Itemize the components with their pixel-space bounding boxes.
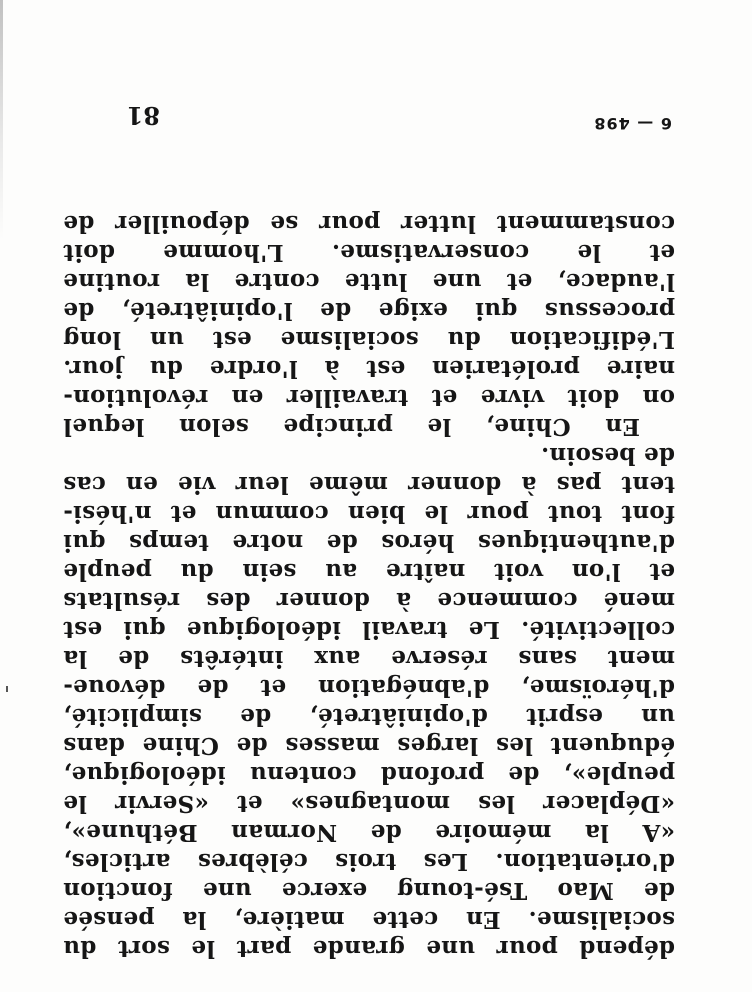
scan-speck	[6, 686, 8, 692]
text-line-11: ment sans réserve aux intérêts de la	[63, 645, 675, 672]
text-line-4: d'orientation. Les trois célèbres articles,	[63, 848, 675, 875]
page-number: 81	[126, 101, 160, 130]
text-line-19: En Chine, le principe selon lequel	[63, 413, 640, 440]
text-line-24: l'audace, et une lutte contre la routine	[63, 268, 675, 295]
text-line-12: collectivité. Le travail idéologique qui est	[63, 616, 675, 643]
text-line-10: d'héroïsme, d'abnégation et de dévoue-	[63, 674, 675, 701]
text-line-9: un esprit d'opiniâtreté, de simplicité,	[63, 703, 675, 730]
text-line-17: tent pas à donner même leur vie en cas	[63, 471, 675, 498]
text-line-6: «Déplacer les montagnes» et «Servir le	[63, 790, 675, 817]
text-line-21: naire prolétarien est à l'ordre du jour.	[63, 355, 675, 382]
text-line-22: L'édification du socialisme est un long	[63, 326, 675, 353]
text-line-15: d'authentiques héros de notre temps qui	[63, 529, 675, 556]
text-line-5: «A la mémoire de Norman Béthune»,	[63, 819, 675, 846]
printer-signature: 6 — 498	[593, 114, 672, 133]
text-line-13: mené commence à donner des résultats	[63, 587, 675, 614]
text-line-23: processus qui exige de l'opiniâtreté, de	[63, 297, 675, 324]
text-line-25: et le conservatisme. L'homme doit	[63, 239, 675, 266]
text-line-16: font tout pour le bien commun et n'hési-	[63, 500, 675, 527]
text-line-3: de Mao Tsé-toung exerce une fonction	[63, 877, 675, 904]
text-line-18: de besoin.	[540, 442, 675, 469]
text-line-14: et l'on voit naître au sein du peuple	[63, 558, 675, 585]
text-line-20: on doit vivre et travailler en révolution-	[63, 384, 675, 411]
text-line-8: éduquent les larges masses de Chine dans	[63, 732, 675, 759]
text-line-26: constamment lutter pour se dépouiller de	[63, 210, 675, 237]
text-line-2: socialisme. En cette matière, la pensée	[63, 906, 675, 933]
text-line-1: dépend pour une grande part le sort du	[63, 935, 675, 962]
text-line-7: peuple», de profond contenu idéologique,	[63, 761, 675, 788]
